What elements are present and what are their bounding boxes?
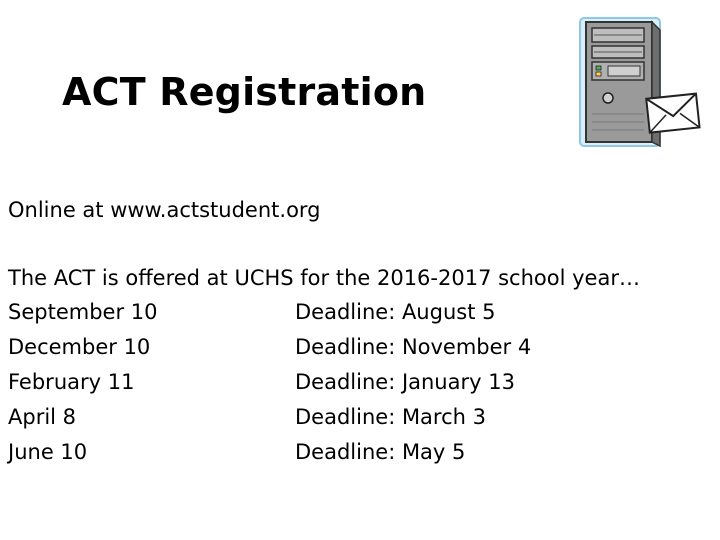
test-date: September 10 — [8, 300, 158, 324]
registration-deadline: Deadline: May 5 — [295, 440, 466, 464]
intro-text: The ACT is offered at UCHS for the 2016-2017 school year… — [8, 266, 640, 290]
test-date: February 11 — [8, 370, 135, 394]
schedule-row — [8, 370, 708, 405]
registration-deadline: Deadline: November 4 — [295, 335, 532, 359]
test-date: June 10 — [8, 440, 88, 464]
registration-deadline: Deadline: March 3 — [295, 405, 486, 429]
computer-tower-with-envelope-icon — [578, 14, 702, 150]
schedule-row — [8, 335, 708, 370]
test-date: April 8 — [8, 405, 77, 429]
slide-title: ACT Registration — [62, 70, 427, 114]
registration-deadline: Deadline: January 13 — [295, 370, 515, 394]
schedule-row — [8, 405, 708, 440]
registration-website-text: Online at www.actstudent.org — [8, 198, 321, 222]
test-date: December 10 — [8, 335, 151, 359]
schedule-row — [8, 440, 708, 475]
test-date-schedule — [8, 300, 708, 475]
schedule-row — [8, 300, 708, 335]
registration-deadline: Deadline: August 5 — [295, 300, 496, 324]
